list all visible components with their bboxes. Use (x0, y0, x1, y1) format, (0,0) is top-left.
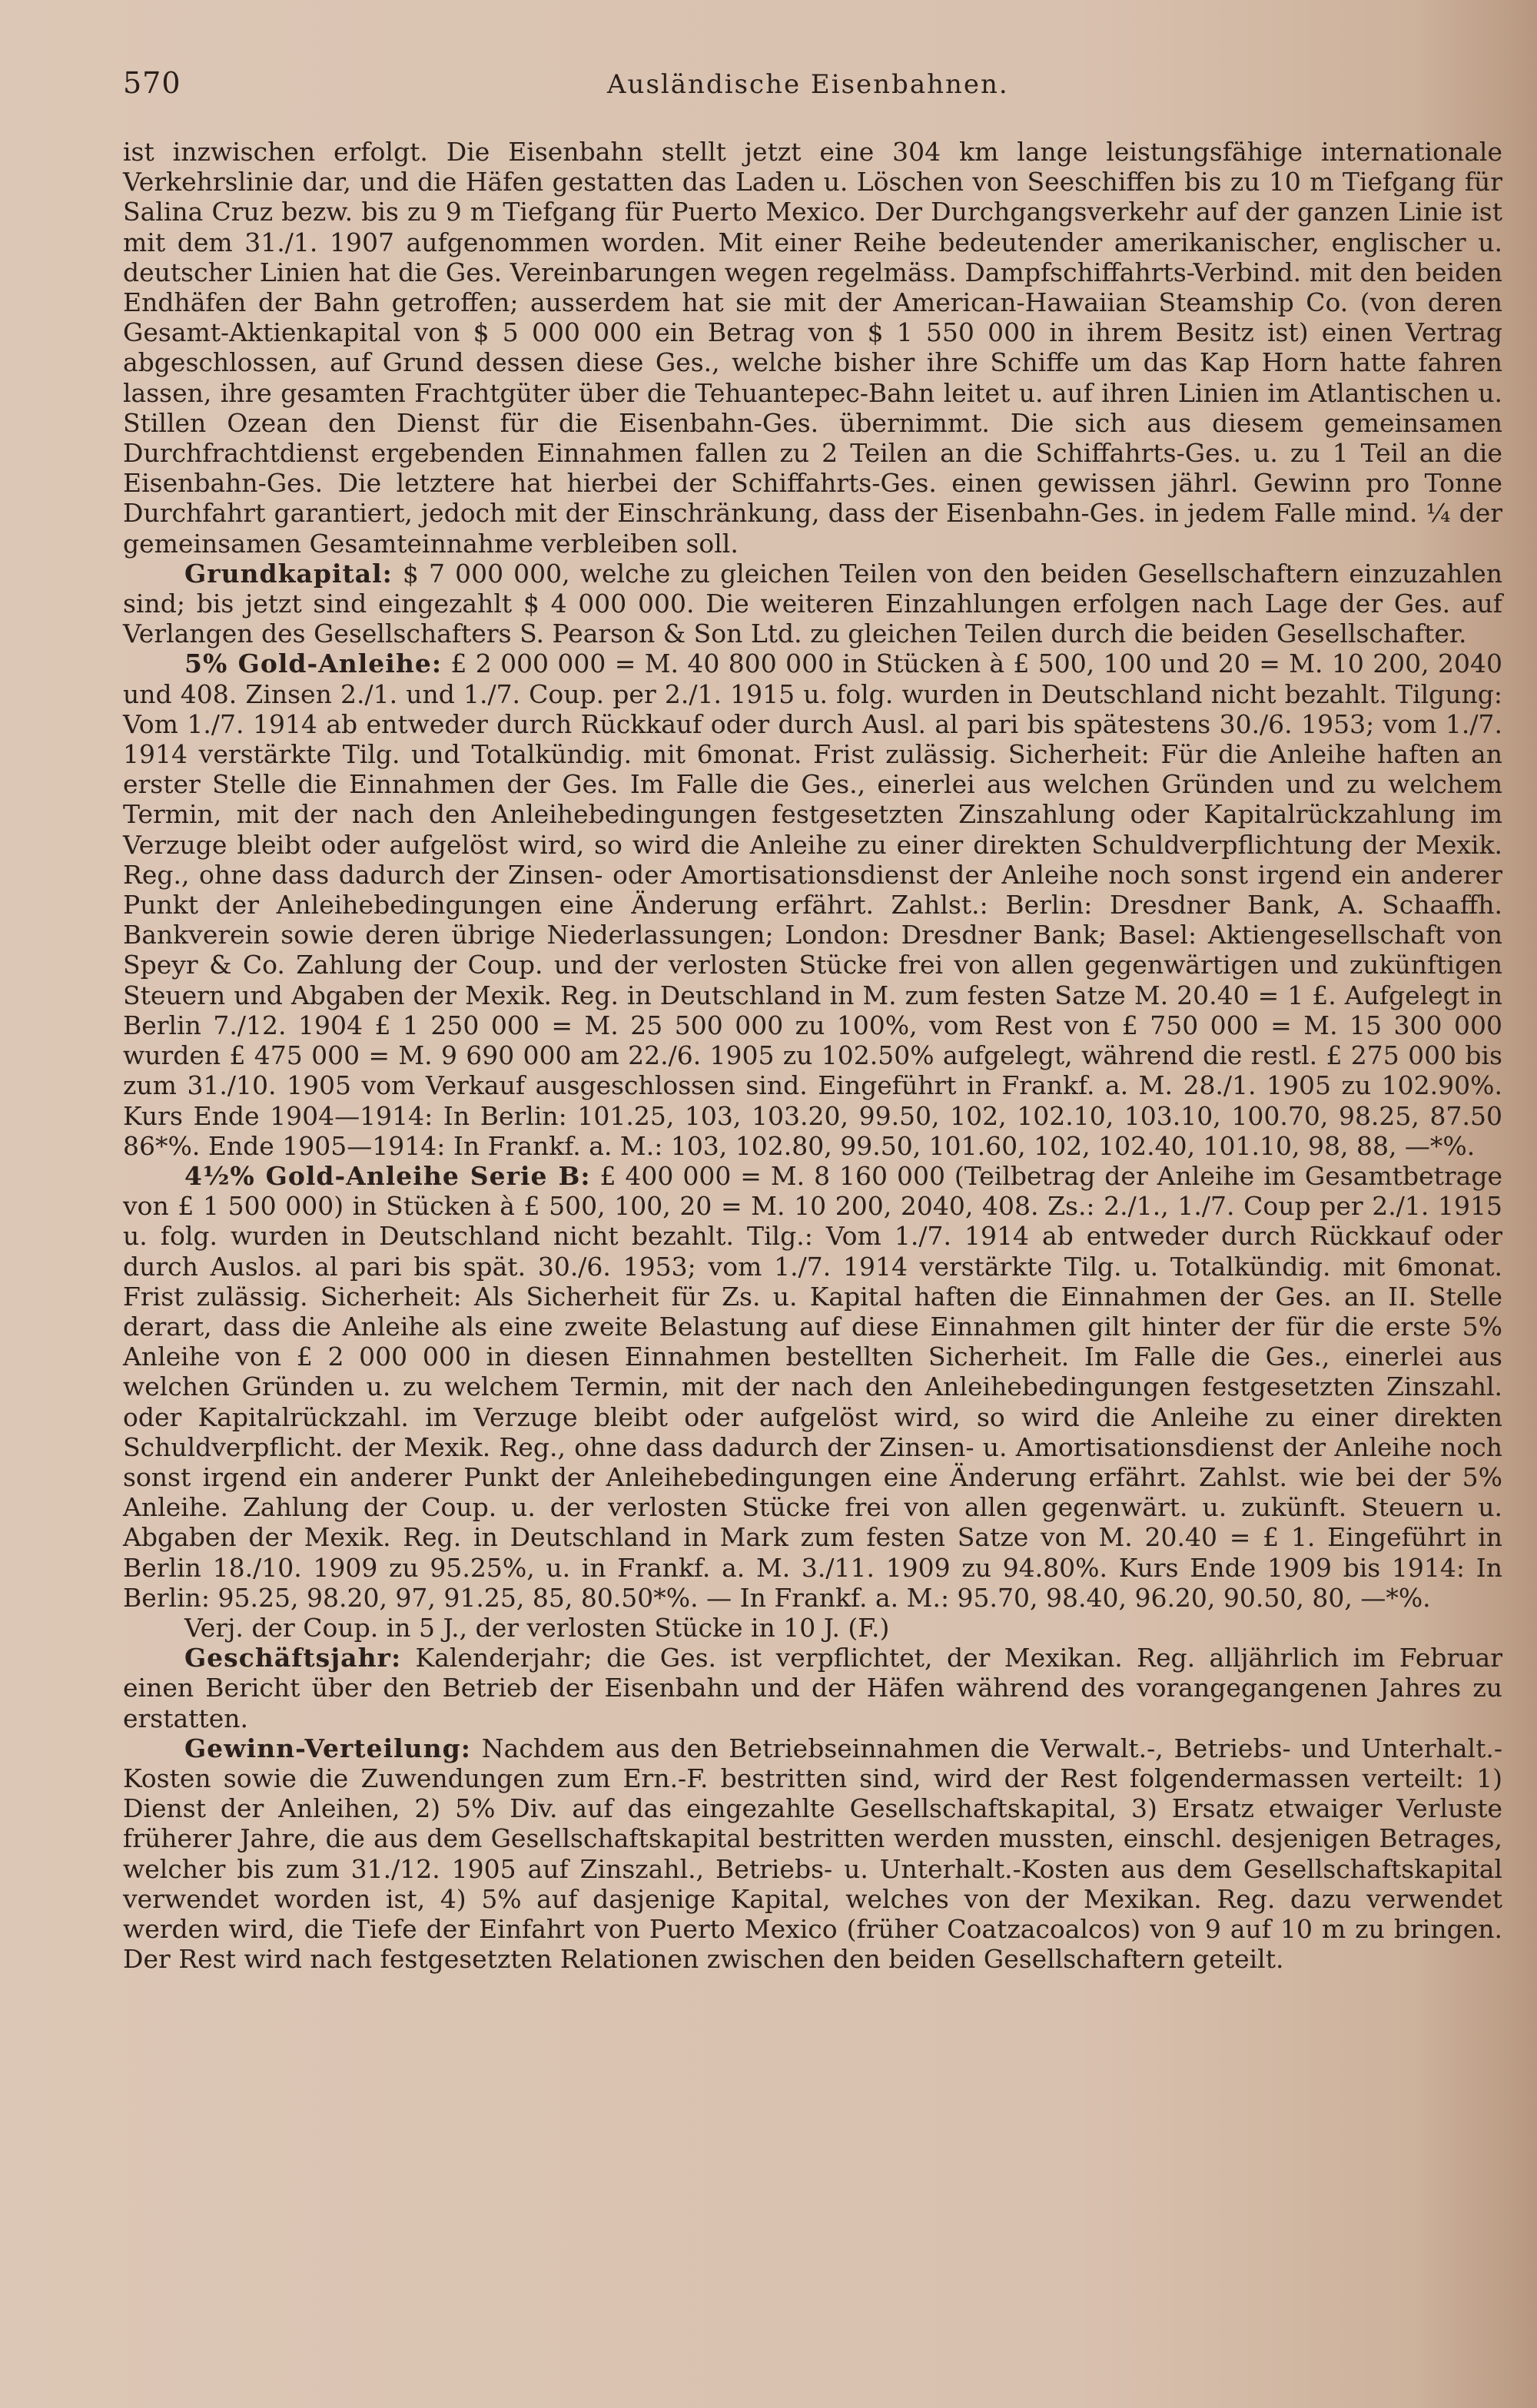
article-body (123, 137, 1502, 1974)
paragraph-grundkapital (123, 559, 1502, 649)
heading-gewinn-verteilung: Gewinn-Verteilung: (184, 1733, 471, 1763)
paragraph-verjaehrung (123, 1613, 1502, 1643)
paragraph-gewinn-verteilung-text: Nachdem aus den Betriebseinnahmen die Verwalt.-, Betriebs- und Unterhalt.-Kosten sowie die Zuwendungen zum Ern.-F. bestritten sind, wird der Rest folgendermassen verteilt: 1) Dienst der Anleihen, 2) 5% Div. auf das eingezahlte Gesellschaftskapital, 3) Ersatz etwaiger Verluste früherer Jahre, die aus dem Gesellschaftskapital bestritten werden mussten, einschl. desjenigen Betrages, welcher bis zum 31./12. 1905 auf Zinszahl., Betriebs- u. Unterhalt.-Kosten aus dem Gesellschaftskapital verwendet worden ist, 4) 5% auf dasjenige Kapital, welches von der Mexikan. Reg. dazu verwendet werden wird, die Tiefe der Einfahrt von Puerto Mexico (früher Coatzacoalcos) von 9 auf 10 m zu bringen. Der Rest wird nach festgesetzten Relationen zwischen den beiden Gesellschaftern geteilt. (123, 1733, 1502, 1975)
running-title: Ausländische Eisenbahnen. (607, 69, 1009, 100)
paragraph-gold-anleihe (123, 648, 1502, 1160)
heading-gold-anleihe: 5% Gold-Anleihe: (184, 648, 443, 679)
paragraph-verjaehrung-text: Verj. der Coup. in 5 J., der verlosten Stücke in 10 J. (F.) (184, 1612, 890, 1643)
heading-gold-anleihe-serie-b: 4½% Gold-Anleihe Serie B: (184, 1160, 591, 1191)
paragraph-gold-anleihe-text: £ 2 000 000 = M. 40 800 000 in Stücken à £ 500, 100 und 20 = M. 10 200, 2040 und 408. Zinsen 2./1. und 1./7. Coup. per 2./1. 1915 u. folg. wurden in Deutschland nicht bezahlt. Tilgung: Vom 1./7. 1914 ab entweder durch Rückkauf oder durch Ausl. al pari bis spätestens 30./6. 1953; vom 1./7. 1914 verstärkte Tilg. und Totalkündig. mit 6monat. Frist zulässig. Sicherheit: Für die Anleihe haften an erster Stelle die Einnahmen der Ges. Im Falle die Ges., einerlei aus welchen Gründen und zu welchem Termin, mit der nach den Anleihebedingungen festgesetzten Zinszahlung oder Kapitalrückzahlung im Verzuge bleibt oder aufgelöst wird, so wird die Anleihe zu einer direkten Schuldverpflichtung der Mexik. Reg., ohne dass dadurch der Zinsen- oder Amortisationsdienst der Anleihe noch sonst irgend ein anderer Punkt der Anleihebedingungen eine Änderung erfährt. Zahlst.: Berlin: Dresdner Bank, A. Schaaffh. Bankverein sowie deren übrige Niederlassungen; London: Dresdner Bank; Basel: Aktiengesellschaft von Speyr & Co. Zahlung der Coup. und der verlosten Stücke frei von allen gegenwärtigen und zukünftigen Steuern und Abgaben der Mexik. Reg. in Deutschland in M. zum festen Satze M. 20.40 = 1 £. Aufgelegt in Berlin 7./12. 1904 £ 1 250 000 = M. 25 500 000 zu 100%, vom Rest von £ 750 000 = M. 15 300 000 wurden £ 475 000 = M. 9 690 000 am 22./6. 1905 zu 102.50% aufgelegt, während die restl. £ 275 000 bis zum 31./10. 1905 vom Verkauf ausgeschlossen sind. Eingeführt in Frankf. a. M. 28./1. 1905 zu 102.90%. Kurs Ende 1904—1914: In Berlin: 101.25, 103, 103.20, 99.50, 102, 102.10, 103.10, 100.70, 98.25, 87.50 86*%. Ende 1905—1914: In Frankf. a. M.: 103, 102.80, 99.50, 101.60, 102, 102.40, 101.10, 98, 88, —*%. (123, 648, 1503, 1161)
page-number: 570 (123, 66, 181, 100)
page-header (123, 66, 1506, 112)
paragraph-geschaeftsjahr-text: Kalenderjahr; die Ges. ist verpflichtet, der Mexikan. Reg. alljährlich im Februar einen Bericht über den Betrieb der Eisenbahn und der Häfen während des vorangegangenen Jahres zu erstatten. (123, 1643, 1502, 1733)
paragraph-intro (123, 137, 1502, 559)
paragraph-gewinn-verteilung (123, 1733, 1502, 1975)
paragraph-intro-text: ist inzwischen erfolgt. Die Eisenbahn stellt jetzt eine 304 km lange leistungsfähige internationale Verkehrslinie dar, und die Häfen gestatten das Laden u. Löschen von Seeschiffen bis zu 10 m Tiefgang für Salina Cruz bezw. bis zu 9 m Tiefgang für Puerto Mexico. Der Durchgangsverkehr auf der ganzen Linie ist mit dem 31./1. 1907 aufgenommen worden. Mit einer Reihe bedeutender amerikanischer, englischer u. deutscher Linien hat die Ges. Vereinbarungen wegen regelmäss. Dampfschiffahrts-Verbind. mit den beiden Endhäfen der Bahn getroffen; ausserdem hat sie mit der American-Hawaiian Steamship Co. (von deren Gesamt-Aktienkapital von $ 5 000 000 ein Betrag von $ 1 550 000 in ihrem Besitz ist) einen Vertrag abgeschlossen, auf Grund dessen diese Ges., welche bisher ihre Schiffe um das Kap Horn hatte fahren lassen, ihre gesamten Frachtgüter über die Tehuantepec-Bahn leitet u. auf ihren Linien im Atlantischen u. Stillen Ozean den Dienst für die Eisenbahn-Ges. übernimmt. Die sich aus diesem gemeinsamen Durchfrachtdienst ergebenden Einnahmen fallen zu 2 Teilen an die Schiffahrts-Ges. u. zu 1 Teil an die Eisenbahn-Ges. Die letztere hat hierbei der Schiffahrts-Ges. einen gewissen jährl. Gewinn pro Tonne Durchfahrt garantiert, jedoch mit der Einschränkung, dass der Eisenbahn-Ges. in jedem Falle mind. ¼ der gemeinsamen Gesamteinnahme verbleiben soll. (123, 137, 1502, 559)
heading-geschaeftsjahr: Geschäftsjahr: (184, 1643, 402, 1673)
heading-grundkapital: Grundkapital: (184, 558, 393, 589)
paragraph-grundkapital-text: $ 7 000 000, welche zu gleichen Teilen von den beiden Gesellschaftern einzuzahlen sind; bis jetzt sind eingezahlt $ 4 000 000. Die weiteren Einzahlungen erfolgen nach Lage der Ges. auf Verlangen des Gesellschafters S. Pearson & Son Ltd. zu gleichen Teilen durch die beiden Gesellschafter. (123, 558, 1502, 649)
paragraph-geschaeftsjahr (123, 1643, 1502, 1733)
paragraph-gold-anleihe-serie-b (123, 1161, 1502, 1613)
paragraph-gold-anleihe-serie-b-text: £ 400 000 = M. 8 160 000 (Teilbetrag der Anleihe im Gesamtbetrage von £ 1 500 000) in Stücken à £ 500, 100, 20 = M. 10 200, 2040, 408. Zs.: 2./1., 1./7. Coup per 2./1. 1915 u. folg. wurden in Deutschland nicht bezahlt. Tilg.: Vom 1./7. 1914 ab entweder durch Rückkauf oder durch Auslos. al pari bis spät. 30./6. 1953; vom 1./7. 1914 verstärkte Tilg. u. Totalkündig. mit 6monat. Frist zulässig. Sicherheit: Als Sicherheit für Zs. u. Kapital haften die Einnahmen der Ges. an II. Stelle derart, dass die Anleihe als eine zweite Belastung auf diese Einnahmen gilt hinter der für die erste 5% Anleihe von £ 2 000 000 in diesen Einnahmen bestellten Sicherheit. Im Falle die Ges., einerlei aus welchen Gründen u. zu welchem Termin, mit der nach den Anleihebedingungen festgesetzten Zinszahl. oder Kapitalrückzahl. im Verzuge bleibt oder aufgelöst wird, so wird die Anleihe zu einer direkten Schuldverpflicht. der Mexik. Reg., ohne dass dadurch der Zinsen- u. Amortisationsdienst der Anleihe noch sonst irgend ein anderer Punkt der Anleihebedingungen eine Änderung erfährt. Zahlst. wie bei der 5% Anleihe. Zahlung der Coup. u. der verlosten Stücke frei von allen gegenwärt. u. zukünft. Steuern u. Abgaben der Mexik. Reg. in Deutschland in Mark zum festen Satze von M. 20.40 = £ 1. Eingeführt in Berlin 18./10. 1909 zu 95.25%, u. in Frankf. a. M. 3./11. 1909 zu 94.80%. Kurs Ende 1909 bis 1914: In Berlin: 95.25, 98.20, 97, 91.25, 85, 80.50*%. — In Frankf. a. M.: 95.70, 98.40, 96.20, 90.50, 80, —*%. (123, 1160, 1502, 1613)
